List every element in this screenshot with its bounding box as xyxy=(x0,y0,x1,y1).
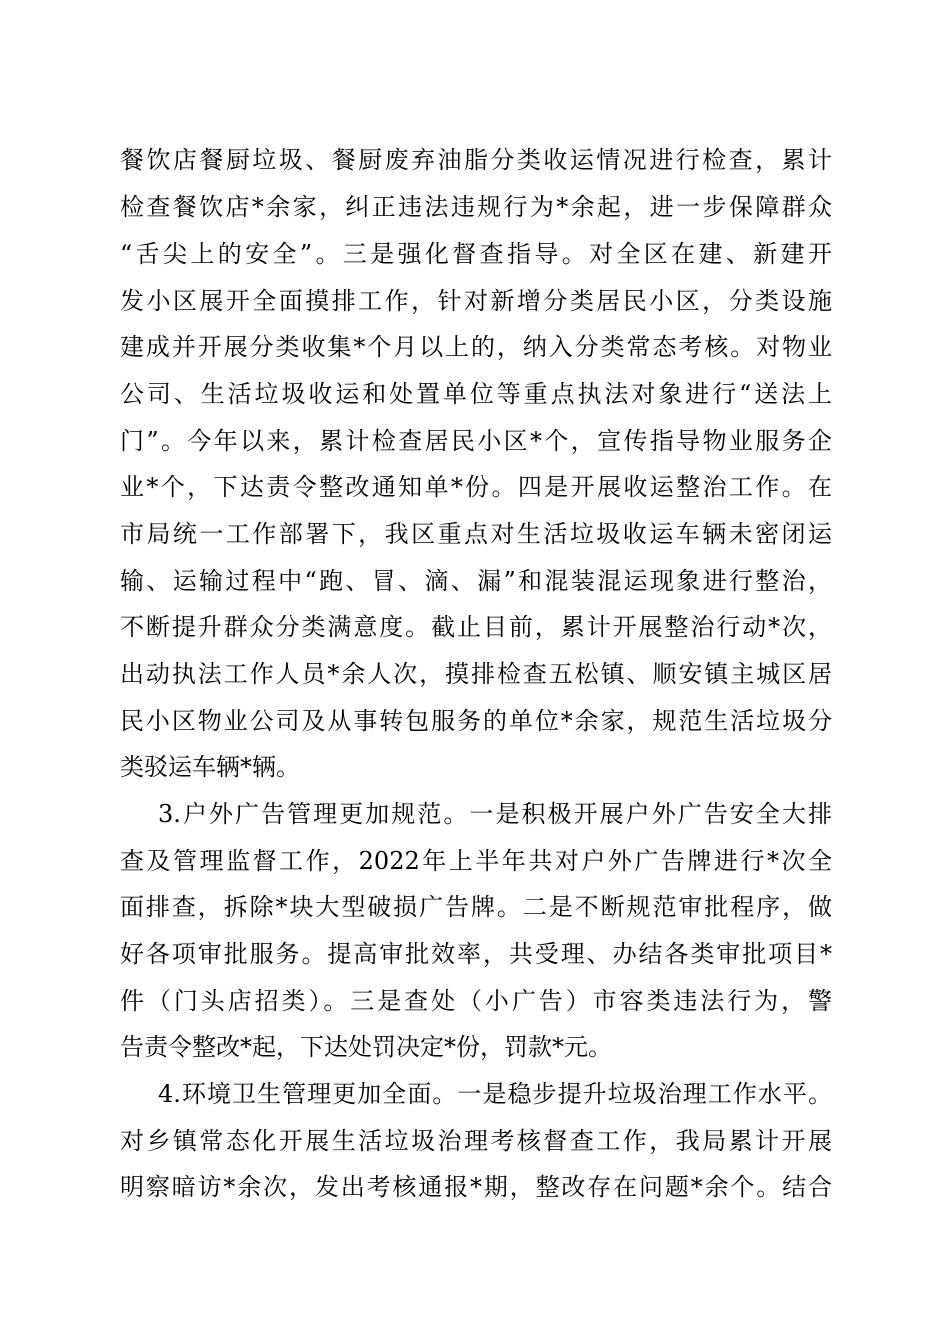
text-line: 出动执法工作人员*余人次，摸排检查五松镇、顺安镇主城区居 xyxy=(120,660,832,688)
text-line: 对乡镇常态化开展生活垃圾治理考核督查工作，我局累计开展 xyxy=(120,1127,832,1155)
paragraph-heading-3: 3.户外广告管理更加规范。一是积极开展户外广告安全大排 xyxy=(158,800,832,828)
text-line: 输、运输过程中“跑、冒、滴、漏”和混装混运现象进行整治， xyxy=(120,567,832,595)
text-line: 检查餐饮店*余家，纠正违法违规行为*余起，进一步保障群众 xyxy=(120,193,832,221)
text-line: 类驳运车辆*辆。 xyxy=(120,753,300,781)
text-line: 公司、生活垃圾收运和处置单位等重点执法对象进行“送法上 xyxy=(120,380,832,408)
text-line: 发小区展开全面摸排工作，针对新增分类居民小区，分类设施 xyxy=(120,287,832,315)
text-line: 明察暗访*余次，发出考核通报*期，整改存在问题*余个。结合 xyxy=(120,1173,832,1201)
text-line: 件（门头店招类）。三是查处（小广告）市容类违法行为，警 xyxy=(120,987,832,1015)
paragraph-heading-4: 4.环境卫生管理更加全面。一是稳步提升垃圾治理工作水平。 xyxy=(158,1080,832,1108)
text-line: 好各项审批服务。提高审批效率，共受理、办结各类审批项目* xyxy=(120,940,832,968)
text-line: 告责令整改*起，下达处罚决定*份，罚款*元。 xyxy=(120,1033,612,1061)
text-line: 查及管理监督工作，2022年上半年共对户外广告牌进行*次全 xyxy=(120,847,832,875)
text-line: 市局统一工作部署下，我区重点对生活垃圾收运车辆未密闭运 xyxy=(120,520,832,548)
text-line: 面排查，拆除*块大型破损广告牌。二是不断规范审批程序，做 xyxy=(120,893,832,921)
text-line: 业*个，下达责令整改通知单*份。四是开展收运整治工作。在 xyxy=(120,473,832,501)
text-line: 餐饮店餐厨垃圾、餐厨废弃油脂分类收运情况进行检查，累计 xyxy=(120,146,832,174)
text-line: 门”。今年以来，累计检查居民小区*个，宣传指导物业服务企 xyxy=(120,427,832,455)
text-line: 建成并开展分类收集*个月以上的，纳入分类常态考核。对物业 xyxy=(120,333,832,361)
text-line: 不断提升群众分类满意度。截止目前，累计开展整治行动*次， xyxy=(120,613,832,641)
text-line: 民小区物业公司及从事转包服务的单位*余家，规范生活垃圾分 xyxy=(120,707,832,735)
text-line: “舌尖上的安全”。三是强化督查指导。对全区在建、新建开 xyxy=(120,240,832,268)
